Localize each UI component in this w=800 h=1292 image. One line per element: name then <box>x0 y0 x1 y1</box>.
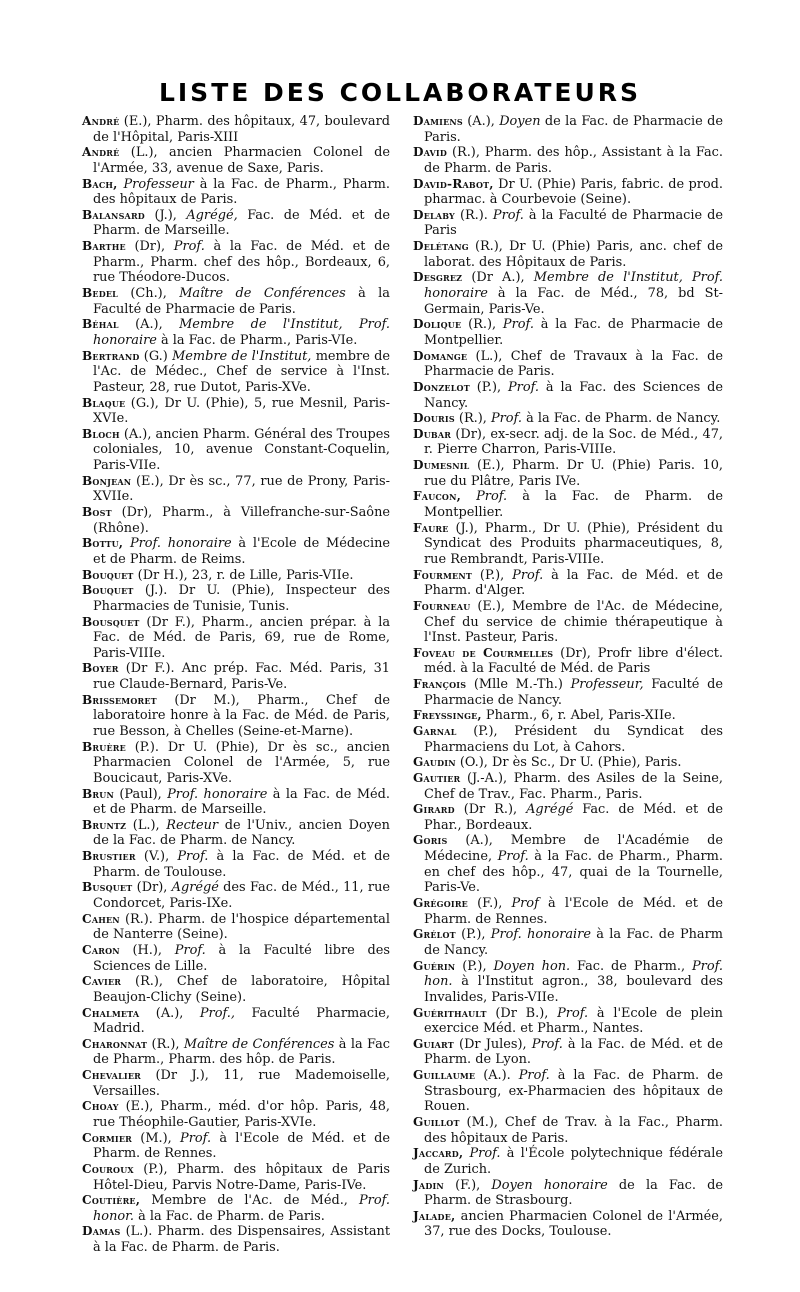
collaborator-entry <box>82 1037 390 1068</box>
entry-text: (R.), Dr U. (Phie) Paris, anc. chef de laborat. des Hôpitaux de Paris. <box>424 239 723 270</box>
entry-text: (A.), <box>139 1005 200 1021</box>
entry-text: Fac. de Méd. et de Pharm. de Marseille. <box>93 207 390 239</box>
entry-text: (Dr), Pharm., à Villefranche-sur-Saône (Rhône). <box>93 505 390 536</box>
collaborator-entry <box>413 239 723 270</box>
entry-text: (L.), <box>126 817 167 833</box>
entry-text: (Dr B.), <box>486 1005 558 1021</box>
entry-title-italic: Agrégé, <box>186 207 238 223</box>
entry-text: à l'École polytechnique fédérale de Zurich. <box>424 1146 723 1177</box>
collaborator-name: Damas <box>82 1224 121 1239</box>
collaborator-entry <box>413 959 723 1006</box>
left-column <box>82 114 390 1256</box>
collaborator-entry <box>413 708 723 724</box>
collaborator-entry <box>82 396 390 427</box>
collaborator-entry <box>82 583 390 614</box>
entry-text: (P.), <box>472 567 513 583</box>
entry-text: (Dr), <box>125 239 174 255</box>
collaborator-entry <box>82 787 390 818</box>
entry-text: (M.), Chef de Trav. à la Fac., Pharm. des hôpitaux de Paris. <box>424 1115 723 1146</box>
entry-title-italic: Prof. <box>174 942 206 958</box>
entry-text: (E.), Pharm., méd. d'or hôp. Paris, 48, rue Théophile-Gautier, Paris-XVIe. <box>93 1099 390 1130</box>
collaborator-entry <box>82 177 390 208</box>
entry-text: (Ch.), <box>117 286 180 302</box>
collaborator-name: Grégoire <box>413 896 468 911</box>
entry-text: (A.), Membre de l'Académie de Médecine, <box>424 833 723 865</box>
collaborator-entry <box>413 833 723 896</box>
entry-title-italic: Membre de l'Institut, Prof. honoraire <box>424 270 723 302</box>
entry-text: (R.), <box>147 1036 184 1052</box>
entry-text: Faculté Pharmacie, Madrid. <box>93 1005 390 1037</box>
entry-text: membre de l'Ac. de Médec., Chef de service à l'Inst. Pasteur, 28, rue Dutot, Paris-XVe. <box>93 348 390 395</box>
collaborator-entry <box>82 349 390 396</box>
collaborator-entry <box>413 1178 723 1209</box>
collaborator-name: Faucon, <box>413 489 462 504</box>
entry-text: à l'Ecole de Méd. et de Pharm. de Rennes. <box>424 896 723 927</box>
entry-text: (Dr F.). Anc prép. Fac. Méd. Paris, 31 rue Claude-Bernard, Paris-Ve. <box>93 661 390 693</box>
entry-title-italic: Prof. honoraire <box>490 927 591 943</box>
collaborator-entry <box>82 474 390 505</box>
collaborator-entry <box>413 599 723 646</box>
collaborator-name: Bruère <box>82 739 126 754</box>
entry-text: à la Fac. de Méd. et de Pharm. de Lyon. <box>424 1036 723 1068</box>
collaborator-name: Guillaume <box>413 1068 476 1083</box>
entry-title-italic: Prof. honor. <box>93 1193 390 1224</box>
collaborator-name: Desgrez <box>413 270 463 285</box>
entry-title-italic: Membre de l'Institut, <box>172 348 312 364</box>
entry-text: à l'Ecole de plein exercice Méd. et Pharm., Nantes. <box>424 1005 723 1037</box>
entry-text: à l'Ecole de Méd. et de Pharm. de Rennes. <box>93 1130 390 1162</box>
entry-text: (L.). Pharm. des Dispensaires, Assistant à la Fac. de Pharm. de Paris. <box>93 1224 390 1256</box>
entry-title-italic: Prof. <box>492 207 524 223</box>
entry-text: (Dr), Profr libre d'élect. méd. à la Faculté de Méd. de Paris <box>424 645 723 677</box>
collaborator-entry <box>413 1068 723 1115</box>
collaborator-name: Chalmeta <box>82 1005 140 1020</box>
collaborator-entry <box>413 380 723 411</box>
entry-text: à la Faculté de Pharmacie de Paris. <box>93 286 390 317</box>
entry-text: (P.), <box>455 958 494 974</box>
collaborator-entry <box>413 411 723 427</box>
collaborator-entry <box>413 1146 723 1177</box>
entry-text: des Fac. de Méd., 11, rue Condorcet, Paris-IXe. <box>93 880 390 912</box>
entry-text: (R.), Chef de laboratoire, Hôpital Beaujon-Clichy (Seine). <box>93 974 390 1005</box>
collaborator-entry <box>413 896 723 927</box>
collaborator-name: Foveau de Courmelles <box>413 645 554 660</box>
collaborator-name: David <box>413 145 447 160</box>
collaborator-name: Coutière, <box>82 1193 141 1208</box>
entry-text: (E.), Pharm. Dr U. (Phie) Paris. 10, rue du Plâtre, Paris IVe. <box>424 458 723 489</box>
entry-text: à la Fac. des Sciences de Nancy. <box>424 379 723 411</box>
collaborator-entry <box>413 145 723 176</box>
collaborator-entry <box>82 1099 390 1130</box>
entry-title-italic: Prof. <box>490 411 522 427</box>
collaborator-entry <box>82 427 390 474</box>
entry-text: de la Fac. de Pharm. de Strasbourg. <box>424 1177 724 1209</box>
collaborator-name: Brustier <box>82 849 136 864</box>
collaborator-name: Dolique <box>413 317 462 332</box>
collaborator-name: André <box>82 114 120 128</box>
entry-title-italic: Professeur, <box>570 677 644 693</box>
entry-title-italic: Doyen hon. <box>493 958 571 974</box>
entry-title-italic: Prof., <box>199 1005 235 1021</box>
entry-text: à la Fac. de Pharm., Pharm. en chef des hôp., 47, quai de la Tournelle, Paris-Ve. <box>424 849 723 896</box>
collaborator-name: Guérin <box>413 958 456 973</box>
collaborator-name: Goris <box>413 833 448 848</box>
collaborator-entry <box>413 1115 723 1146</box>
collaborator-entry <box>413 724 723 755</box>
page-title: LISTE DES COLLABORATEURS <box>158 78 642 107</box>
entry-text: de la Fac. de Pharmacie de Paris. <box>424 114 723 145</box>
collaborator-name: Barthe <box>82 239 126 254</box>
collaborator-name: Béhal <box>82 317 119 332</box>
entry-text: Fac. de Pharm., <box>570 958 692 974</box>
collaborator-entry <box>413 317 723 348</box>
entry-title-italic: Prof. <box>557 1005 589 1021</box>
entry-title-italic: Maître de Conférences <box>183 1036 335 1052</box>
collaborator-entry <box>413 349 723 380</box>
collaborator-name: Jadin <box>413 1177 444 1192</box>
collaborator-name: Bouquet <box>82 583 134 598</box>
collaborator-entry <box>82 943 390 974</box>
collaborator-entry <box>413 568 723 599</box>
collaborator-name: Bousquet <box>82 614 140 629</box>
entry-text: (J.). Dr U. (Phie), Inspecteur des Pharmacies de Tunisie, Tunis. <box>93 583 390 614</box>
collaborator-entry <box>413 1037 723 1068</box>
collaborator-name: Brissemoret <box>82 692 157 707</box>
entry-text: (F.), <box>443 1177 492 1193</box>
right-column <box>413 114 723 1240</box>
collaborator-name: Bouquet <box>82 567 134 582</box>
entry-text <box>123 536 130 551</box>
entry-text: (F.), <box>467 896 512 912</box>
entry-text <box>461 489 476 504</box>
entry-text: à la Fac. de Pharm., Pharm. des hôpitaux de Paris. <box>93 176 390 208</box>
entry-text: (J.-A.), Pharm. des Asiles de la Seine, Chef de Trav., Fac. Pharm., Paris. <box>424 770 723 802</box>
entry-title-italic: Prof. <box>531 1036 563 1052</box>
entry-title-italic: Agrégé <box>526 802 574 818</box>
entry-text: (P.), <box>469 379 508 395</box>
entry-text: (Mlle M.-Th.) <box>466 677 571 693</box>
entry-text: à la Fac. de Pharm. de Montpellier. <box>424 489 723 521</box>
collaborator-name: Jaccard, <box>413 1146 464 1161</box>
collaborator-name: Bedel <box>82 286 118 301</box>
entry-text: Faculté de Pharmacie de Nancy. <box>424 677 723 708</box>
entry-text: (Dr M.), Pharm., Chef de laboratoire honre à la Fac. de Méd. de Paris, rue Besson, à Chelles (Seine-et-Marne). <box>93 692 390 739</box>
collaborator-name: Chevalier <box>82 1068 141 1083</box>
entry-text: (M.), <box>132 1130 181 1146</box>
collaborator-name: Guérithault <box>413 1005 487 1020</box>
entry-title-italic: Prof. <box>502 317 534 333</box>
entry-text: (Dr A.), <box>462 270 534 286</box>
collaborator-entry <box>82 1131 390 1162</box>
entry-title-italic: Prof. <box>177 849 209 865</box>
collaborator-name: Bonjean <box>82 473 132 488</box>
entry-title-italic: Doyen <box>499 114 541 129</box>
entry-text: (R.), Pharm. des hôp., Assistant à la Fac. de Pharm. de Paris. <box>424 145 723 176</box>
entry-title-italic: Prof. <box>512 567 544 583</box>
entry-title-italic: Doyen honoraire <box>491 1177 608 1193</box>
collaborator-entry <box>413 646 723 677</box>
entry-title-italic: Prof. <box>508 379 540 395</box>
collaborator-entry <box>82 1006 390 1037</box>
collaborator-name: François <box>413 677 467 692</box>
entry-text: (P.), <box>455 927 491 943</box>
entry-title-italic: Prof. <box>173 239 205 255</box>
collaborator-name: Bertrand <box>82 348 140 363</box>
entry-text: à la Fac. de Méd. et de Pharm., Pharm. chef des hôp., Bordeaux, 6, rue Théodore-Ducos. <box>93 239 390 286</box>
collaborator-name: Damiens <box>413 114 463 128</box>
entry-title-italic: Prof. honoraire <box>167 786 268 802</box>
entry-text: (R.), <box>461 317 503 333</box>
collaborator-entry <box>82 568 390 584</box>
collaborator-entry <box>82 208 390 239</box>
collaborator-entry <box>413 427 723 458</box>
entry-text: (R.). <box>454 207 493 223</box>
entry-text: (Dr Jules), <box>453 1036 532 1052</box>
collaborator-name: Guillot <box>413 1115 460 1129</box>
entry-text: (P.), Pharm. des hôpitaux de Paris Hôtel-Dieu, Parvis Notre-Dame, Paris-IVe. <box>93 1161 390 1193</box>
entry-text: (J.), Pharm., Dr U. (Phie), Président du Syndicat des Produits pharmaceutiques, 8, rue Rembrandt, Paris-VIIIe. <box>424 520 723 567</box>
collaborator-entry <box>82 661 390 692</box>
collaborator-name: Gaudin <box>413 755 456 770</box>
entry-text: (R.), <box>454 411 491 427</box>
entry-text: à la Fac. de Pharm. de Paris. <box>133 1208 325 1224</box>
entry-text: (L.), Chef de Travaux à la Fac. de Pharmacie de Paris. <box>424 348 723 380</box>
collaborator-entry <box>82 974 390 1005</box>
collaborator-entry <box>82 536 390 567</box>
collaborator-name: Fourneau <box>413 598 471 613</box>
collaborator-name: Bost <box>82 505 112 520</box>
entry-text: (A.), <box>118 317 180 333</box>
collaborator-entry <box>82 1193 390 1224</box>
entry-text: à la Fac. de Méd., 78, bd St-Germain, Paris-Ve. <box>424 286 723 317</box>
collaborator-name: Balansard <box>82 207 145 222</box>
entry-title-italic: Prof. hon. <box>424 958 723 990</box>
entry-title-italic: Prof. <box>476 489 508 505</box>
collaborator-entry <box>82 818 390 849</box>
entry-text: (Dr), <box>132 880 172 896</box>
collaborator-name: Cormier <box>82 1130 132 1145</box>
collaborator-name: Cavier <box>82 974 122 989</box>
collaborator-entry <box>82 114 390 145</box>
entry-text: (G.), Dr U. (Phie), 5, rue Mesnil, Paris-XVIe. <box>93 395 390 427</box>
collaborator-entry <box>413 270 723 317</box>
collaborator-entry <box>82 239 390 286</box>
entry-title-italic: Membre de l'Institut, Prof. honoraire <box>93 317 390 348</box>
entry-title-italic: Prof. <box>518 1068 550 1084</box>
collaborator-entry <box>413 677 723 708</box>
collaborator-name: Brun <box>82 786 114 801</box>
collaborator-name: Donzelot <box>413 379 470 394</box>
collaborator-entry <box>413 177 723 208</box>
entry-text: Membre de l'Ac. de Méd., <box>140 1193 359 1209</box>
collaborator-entry <box>82 740 390 787</box>
entry-text: Pharm., 6, r. Abel, Paris-XIIe. <box>481 708 676 724</box>
entry-text: (J.), <box>144 207 187 223</box>
collaborator-name: Bach, <box>82 176 118 191</box>
collaborator-name: Faure <box>413 520 449 535</box>
entry-title-italic: Maître de Conférences <box>179 286 346 302</box>
entry-text: à la Fac. de Méd. et de Pharm. d'Alger. <box>424 567 723 599</box>
collaborator-entry <box>413 114 723 145</box>
entry-text: (E.), Dr ès sc., 77, rue de Prony, Paris-XVIIe. <box>93 473 390 505</box>
collaborator-name: Douris <box>413 411 455 426</box>
entry-title-italic: Professeur <box>123 176 194 192</box>
collaborator-entry <box>413 927 723 958</box>
entry-text: à l'Institut agron., 38, boulevard des Invalides, Paris-VIIe. <box>424 974 723 1005</box>
collaborator-entry <box>413 771 723 802</box>
entry-text: à la Fac. de Pharm. de Strasbourg, ex-Pharmacien des hôpitaux de Rouen. <box>424 1068 723 1115</box>
collaborator-name: Grélot <box>413 927 456 942</box>
entry-text: Fac. de Méd. et de Phar., Bordeaux. <box>424 802 723 833</box>
collaborator-name: Freyssinge, <box>413 708 482 723</box>
entry-title-italic: Prof. honoraire <box>129 536 232 552</box>
collaborator-entry <box>413 1209 723 1240</box>
entry-text: ancien Pharmacien Colonel de l'Armée, 37, rue des Docks, Toulouse. <box>424 1208 723 1240</box>
collaborator-entry <box>82 505 390 536</box>
entry-title-italic: Prof. <box>497 849 529 865</box>
collaborator-entry <box>82 317 390 348</box>
collaborator-name: Gautier <box>413 770 461 785</box>
entry-text: (E.), Pharm. des hôpitaux, 47, boulevard de l'Hôpital, Paris-XIII <box>93 114 390 145</box>
collaborator-name: Couroux <box>82 1161 134 1176</box>
collaborator-entry <box>82 1162 390 1193</box>
collaborator-name: Blaque <box>82 395 126 410</box>
entry-text: à la Fac. de Méd. et de Pharm. de Toulouse. <box>93 849 390 880</box>
entry-text: (A.). <box>475 1068 519 1084</box>
entry-text: (P.). Dr U. (Phie), Dr ès sc., ancien Pharmacien Colonel de l'Armée, 5, rue Boucicaut, Paris-XVe. <box>93 739 390 786</box>
entry-text: de l'Univ., ancien Doyen de la Fac. de Pharm. de Nancy. <box>93 817 390 849</box>
entry-text: (V.), <box>135 849 178 865</box>
collaborator-name: Bloch <box>82 426 120 441</box>
collaborator-name: Delétang <box>413 239 469 254</box>
collaborator-entry <box>413 489 723 520</box>
collaborator-entry <box>82 145 390 176</box>
collaborator-name: Caron <box>82 942 120 957</box>
collaborator-name: David-Rabot, <box>413 176 494 191</box>
collaborator-entry <box>82 1224 390 1255</box>
entry-text: (Dr J.), 11, rue Mademoiselle, Versailles. <box>93 1068 390 1099</box>
entry-text: Dr U. (Phie) Paris, fabric. de prod. pharmac. à Courbevoie (Seine). <box>424 176 723 208</box>
entry-text: (O.), Dr ès Sc., Dr U. (Phie), Paris. <box>455 755 682 771</box>
collaborator-entry <box>413 1006 723 1037</box>
entry-text: (Paul), <box>113 786 168 802</box>
entry-text: à la Faculté de Pharmacie de Paris <box>424 207 723 239</box>
entry-text: (Dr F.), Pharm., ancien prépar. à la Fac. de Méd. de Paris, 69, rue de Rome, Paris-VIIIe. <box>93 614 390 661</box>
entry-title-italic: Prof <box>511 896 539 912</box>
entry-text: à la Fac. de Pharmacie de Montpellier. <box>424 317 723 348</box>
collaborator-name: Girard <box>413 802 455 817</box>
collaborator-entry <box>82 849 390 880</box>
collaborator-name: Charonnat <box>82 1036 148 1051</box>
collaborator-name: André <box>82 145 120 160</box>
collaborator-name: Delaby <box>413 207 455 222</box>
entry-text: à la Fac. de Pharm de Nancy. <box>424 927 723 958</box>
entry-text: à la Fac. de Pharm. de Nancy. <box>521 411 721 427</box>
collaborator-entry <box>82 286 390 317</box>
collaborator-name: Choay <box>82 1099 119 1114</box>
entry-text: (Dr R.), <box>454 802 527 818</box>
collaborator-entry <box>82 912 390 943</box>
entry-text: à l'Ecole de Médecine et de Pharm. de Reims. <box>93 536 390 567</box>
entry-text: (Dr H.), 23, r. de Lille, Paris-VIIe. <box>133 567 354 583</box>
entry-text: (L.), ancien Pharmacien Colonel de l'Armée, 33, avenue de Saxe, Paris. <box>93 145 390 176</box>
entry-text: (P.), Président du Syndicat des Pharmaciens du Lot, à Cahors. <box>424 723 723 755</box>
entry-title-italic: Agrégé <box>171 880 219 896</box>
collaborator-entry <box>413 755 723 771</box>
entry-title-italic: Recteur <box>166 817 219 833</box>
entry-title-italic: Prof. <box>469 1146 501 1162</box>
entry-text: (A.), ancien Pharm. Général des Troupes coloniales, 10, avenue Constant-Coquelin, Paris-VIIe. <box>93 426 390 474</box>
entry-text: (A.), <box>462 114 500 129</box>
collaborator-entry <box>413 208 723 239</box>
collaborator-name: Garnal <box>413 723 457 738</box>
entry-text: à la Faculté libre des Sciences de Lille. <box>93 942 390 974</box>
entry-text: (G.) <box>139 348 173 364</box>
entry-text: à la Fac. de Pharm., Paris-VIe. <box>156 332 358 348</box>
collaborator-name: Jalade, <box>413 1208 456 1223</box>
entry-title-italic: Prof. <box>180 1130 212 1146</box>
entry-text: (E.), Membre de l'Ac. de Médecine, Chef du service de chimie thérapeutique à l'Inst. Pasteur, Paris. <box>424 598 723 646</box>
collaborator-entry <box>413 802 723 833</box>
entry-text: (R.). Pharm. de l'hospice départemental de Nanterre (Seine). <box>93 911 390 943</box>
collaborator-entry <box>82 880 390 911</box>
collaborator-name: Domange <box>413 348 468 363</box>
entry-text: à la Fac de Pharm., Pharm. des hôp. de Paris. <box>93 1036 391 1068</box>
collaborator-name: Dumesnil <box>413 458 470 473</box>
collaborator-name: Bruntz <box>82 817 127 832</box>
entry-text: à la Fac. de Méd. et de Pharm. de Marseille. <box>93 786 390 818</box>
collaborator-entry <box>82 693 390 740</box>
entry-text: (Dr), ex-secr. adj. de la Soc. de Méd., 47, r. Pierre Charron, Paris-VIIIe. <box>424 426 723 458</box>
collaborator-name: Bottu, <box>82 536 124 551</box>
collaborator-name: Busquet <box>82 880 133 895</box>
collaborator-name: Cahen <box>82 911 120 926</box>
collaborator-entry <box>413 521 723 568</box>
collaborator-entry <box>82 615 390 662</box>
collaborator-entry <box>82 1068 390 1099</box>
collaborator-name: Dubar <box>413 426 452 441</box>
collaborator-entry <box>413 458 723 489</box>
collaborator-name: Guiart <box>413 1036 454 1051</box>
entry-text: (H.), <box>119 942 175 958</box>
collaborator-name: Boyer <box>82 661 119 676</box>
collaborator-name: Fourment <box>413 567 472 582</box>
